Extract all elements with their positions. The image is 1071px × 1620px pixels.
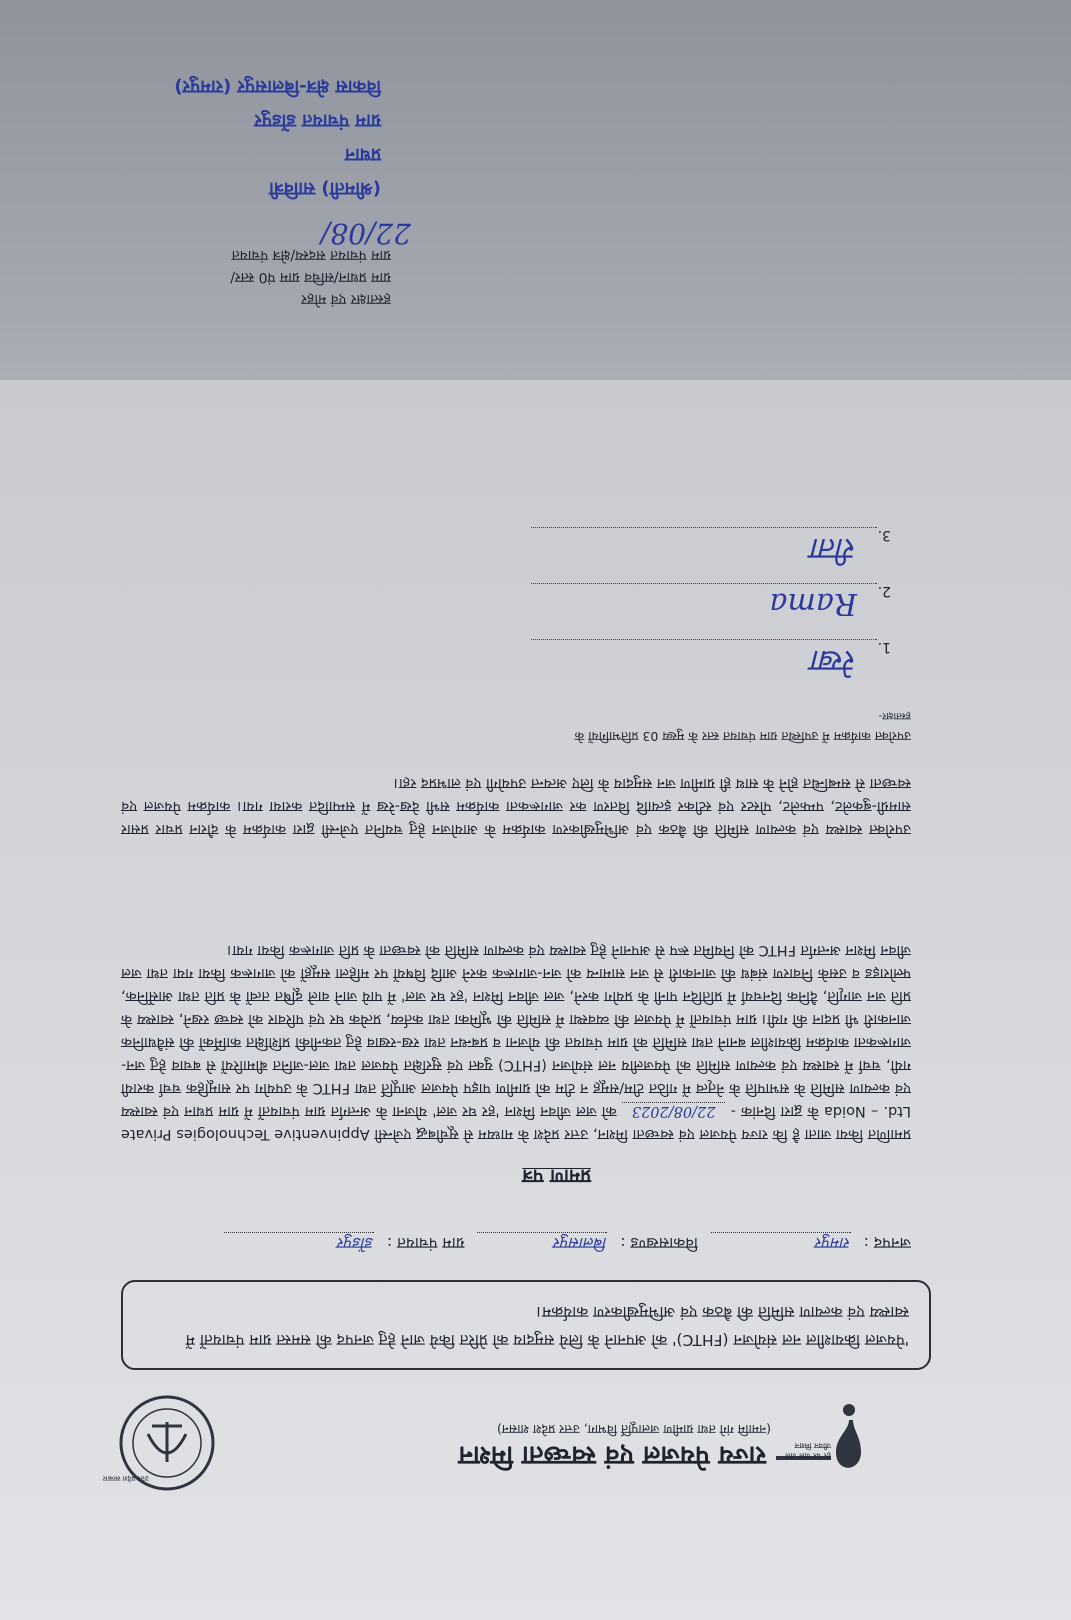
- para1-part-a: प्रमाणित किया जाता है कि राज्य पेयजल एवं स्वच्छता मिशन, उत्तर प्रदेश के माध्यम से सूचीबद्ध एजेन्सी Appinventive Technologies Private Ltd. – Noida के द्वारा दिनांक -: [121, 1103, 911, 1142]
- attestation-date-scribble: 22/08/: [320, 217, 411, 250]
- signatory-row: [531, 583, 891, 639]
- signatory-number: 2.: [877, 583, 891, 599]
- pradhan-name: (श्रीमती) सावित्री: [269, 178, 381, 199]
- signature-scribble: रीता: [812, 531, 857, 566]
- attestation-line-1: हस्ताक्षर एवं मोहर: [301, 291, 391, 307]
- seal-text: उत्तर प्रदेश सरकार: [102, 1474, 149, 1482]
- para1-part-b: को जल जीवन मिशन 'हर घर जल' योजना के अन्तर्गत ग्राम पंचायतों में ग्राम प्रधान एवं स्वास्थ्य एवं कल्याण समिति के सभापति के नेतृत्व में गठित टीम/समूह न टीम को ग्रामीण पाइप पेयजल आपूर्ति तथा FHTC के उपयोग पर सामूहिक चर्चा करायी गयी, चर्चा में स्वास्थ्य एवं कल्याण समिति को पेयजलीय नल संयोजन (FHTC) युक्त एवं सुरक्षित पेयजल तथा जल-जनित बीमारियों से बचाव हेतु जन-जागरूकता कार्यक्रम क्रियाशील बनाने तथा समिति को ग्राम पंचायत की योजना व प्रबन्धन तथा रख-रखाव हेतु तकनीकी प्रशिक्षित कार्मिकों की संवैधानिक जानकारी भी प्रदान की गयी। ग्राम पंचायतों में पेयजल की व्यवस्था में समिति की भूमिका तथा कर्तव्य, प्रत्येक घर एवं परिवार को स्वच्छ रखने, स्वास्थ्य के प्रति जन जागृति, दैनिक दिनचर्या में प्रतिदिन पानी के प्रयोग करने, जल जीवन मिशन 'हर घर जल' में पाये जाने वाले दूषित तत्वों के प्रति तथा आर्सेनिक, फ्लोराइड व उसके निवारण संबंध की जानकारी से जन सामान्य को जन-जागरूक करने आदि विषयों पर महिला समूहों को जागरूक किया गया तथा जल जीवन मिशन अन्तर्गत FHTC को नियमित रूप से अपनाने हेतु स्वास्थ्य एवं कल्याण समिति को स्वच्छता के प्रति जागरूक किया गया।: [120, 942, 911, 1119]
- pradhan-block: विकास क्षेत्र-बिलासपुर (रामपुर): [174, 76, 381, 97]
- signatories-list: [531, 527, 891, 695]
- signatories-label: हस्ताक्षर-: [878, 710, 911, 721]
- page-title: राज्य पेयजल एवं स्वच्छता मिशन: [458, 1440, 766, 1470]
- signature-line[interactable]: [531, 583, 877, 621]
- block-label: विकासखण्ड :: [620, 1234, 698, 1252]
- block-field[interactable]: बिलासपुर: [477, 1232, 607, 1255]
- signatories-note-text: उपरोक्त कार्यक्रम में उपस्थित ग्राम पंचायत स्तर के मुख्य 03 प्रतिभागियों के: [574, 729, 911, 744]
- location-line: [121, 1232, 911, 1255]
- signatory-number: 1.: [877, 639, 891, 655]
- signature-scribble: Rama: [769, 586, 857, 621]
- signature-scribble: रेखा: [812, 643, 857, 678]
- signature-line[interactable]: [531, 639, 877, 678]
- district-field[interactable]: रामपुर: [711, 1232, 851, 1255]
- certificate-paragraph-1: [121, 938, 911, 1145]
- pradhan-village: ग्राम पंचायत डोंडपुर: [254, 110, 381, 131]
- jjm-logo: [771, 1390, 881, 1482]
- signatory-row: [531, 527, 891, 583]
- topic-box: 'पेयजल क्रियाशील नल संयोजन (FHTC)' को अपनाने के लिये समुदाय को प्रेरित किये जाने हेतु जनपद की समस्त ग्राम पंचायतों में स्वास्थ्य एवं कल्याण समिति की बैठक एवं अभिमुखीकरण कार्यक्रम।: [121, 1280, 931, 1370]
- pradhan-designation: प्रधान: [345, 144, 381, 165]
- certificate-heading: प्रमाण पत्र: [522, 1165, 591, 1187]
- panchayat-field[interactable]: डोंडपुर: [224, 1232, 374, 1255]
- panchayat-label: ग्राम पंचायत :: [386, 1234, 465, 1252]
- certificate-paragraph-2: उपरोक्त स्वास्थ्य एवं कल्याण समिति की बैठक एवं अभिमुखीकरण कार्यक्रम के आयोजन हेतु चयनित एजेन्सी द्वारा कार्यक्रम के दौरान प्रचार प्रसार सामग्री-बुकलेट, पम्फलेट, पोस्टर एवं स्टीकर इत्यादि वितरण कर जागरूकता कार्यक्रम सभी देख-रेख में सम्पादित कराया गया। कार्यक्रम पेयजल एवं स्वच्छता से सम्बन्धित होने के साथ ही ग्रामीण जन समुदाय के लिए अत्यन्त उपयोगी एवं लाभप्रद रहा।: [121, 775, 911, 837]
- signatory-row: [531, 639, 891, 695]
- attestation-line-2: ग्राम प्रधान/सचिव ग्राम पं0 स्तर/: [230, 269, 391, 285]
- page-subtitle: (नमामि गंगे तथा ग्रामीण जलापूर्ति विभाग, उत्तर प्रदेश शासन): [496, 1422, 771, 1437]
- attestation-line-3: ग्राम पंचायत सदस्य/क्षेत्र पंचायत: [231, 247, 391, 263]
- signature-line[interactable]: [531, 527, 877, 566]
- district-label: जनपद :: [863, 1234, 911, 1252]
- event-date-field[interactable]: 22/08/2023: [622, 1102, 726, 1119]
- logo-text: हर घर जल जल जीवन मिशन: [785, 1441, 831, 1460]
- signatory-number: 3.: [877, 527, 891, 543]
- pradhan-stamp: [101, 69, 381, 205]
- office-attestation: [141, 244, 391, 310]
- signatories-note: [311, 710, 911, 745]
